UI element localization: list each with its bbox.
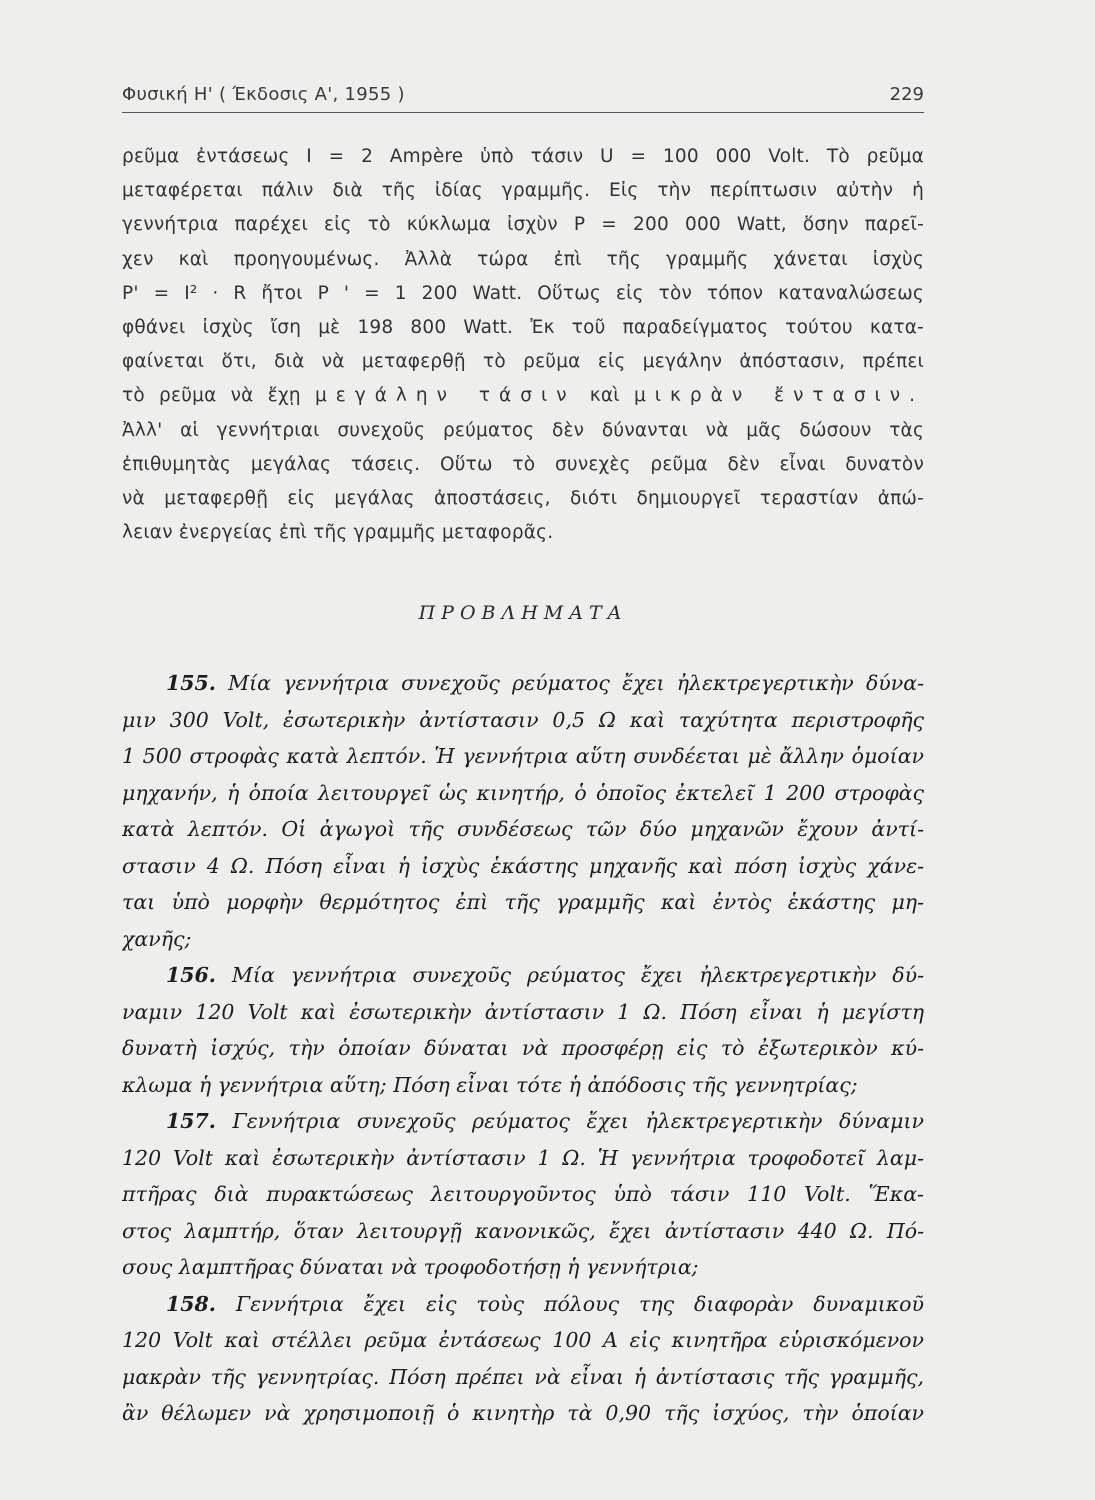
text-line: χανῆς; <box>122 926 192 951</box>
problem-number: 156. <box>166 963 216 987</box>
spaced-emphasis: μεγάλην τάσιν <box>315 385 576 407</box>
spaced-emphasis: μικρὰν ἔντασιν. <box>633 385 924 407</box>
text-line: κλωμα ἡ γεννήτρια αὕτη; Πόση εἶναι τότε ἡ ἀπόδοσις τῆς γεννητρίας; <box>122 1072 858 1097</box>
problem-first-line <box>122 1286 924 1323</box>
text-line-emphasis <box>122 379 924 413</box>
text-line: στασιν 4 Ω. Πόση εἶναι ἡ ἰσχὺς ἑκάστης μηχανῆς καὶ πόση ἰσχὺς χάνε- <box>122 853 924 878</box>
text-fragment: Γεννήτρια ἔχει εἰς τοὺς πόλους της διαφορὰν δυναμικοῦ <box>235 1291 924 1316</box>
intro-paragraph <box>122 140 924 550</box>
text-line: μιν 300 Volt, ἐσωτερικὴν ἀντίστασιν 0,5 Ω καὶ ταχύτητα περιστροφῆς <box>122 707 924 732</box>
problem-155 <box>122 665 924 957</box>
problem-number: 157. <box>166 1109 216 1133</box>
text-line: μεταφέρεται πάλιν διὰ τῆς ἰδίας γραμμῆς. Εἰς τὴν περίπτωσιν αὐτὴν ἡ <box>122 180 924 202</box>
problem-number: 155. <box>166 671 216 695</box>
running-header <box>122 82 924 113</box>
problem-number: 158. <box>166 1291 216 1316</box>
problem-157 <box>122 1103 924 1286</box>
problems-list <box>122 665 924 1432</box>
text-line: δυνατὴ ἰσχύς, τὴν ὁποίαν δύναται νὰ προσφέρῃ εἰς τὸ ἐξωτερικὸν κύ- <box>122 1036 924 1060</box>
text-line: γεννήτρια παρέχει εἰς τὸ κύκλωμα ἰσχὺν P = 200 000 Watt, ὅσην παρεῖ- <box>122 214 924 236</box>
text-line: στος λαμπτήρ, ὅταν λειτουργῇ κανονικῶς, ἔχει ἀντίστασιν 440 Ω. Πό- <box>122 1218 924 1243</box>
text-line: Ἀλλ' αἱ γεννήτριαι συνεχοῦς ρεύματος δὲν δύνανται νὰ μᾶς δώσουν τὰς <box>122 419 924 441</box>
text-line: ναμιν 120 Volt καὶ ἐσωτερικὴν ἀντίστασιν 1 Ω. Πόση εἶναι ἡ μεγίστη <box>122 999 924 1024</box>
text-line: ἐπιθυμητὰς μεγάλας τάσεις. Οὕτω τὸ συνεχὲς ρεῦμα δὲν εἶναι δυνατὸν <box>122 453 924 475</box>
text-line: χεν καὶ προηγουμένως. Ἀλλὰ τώρα ἐπὶ τῆς γραμμῆς χάνεται ἰσχὺς <box>122 248 924 270</box>
text-line: φθάνει ἰσχὺς ἴση μὲ 198 800 Watt. Ἐκ τοῦ παραδείγματος τούτου κατα- <box>122 316 924 338</box>
section-heading: ΠΡΟΒΛΗΜΑΤΑ <box>418 602 628 624</box>
text-line: ρεῦμα ἐντάσεως I = 2 Ampère ὑπὸ τάσιν U = 100 000 Volt. Τὸ ρεῦμα <box>122 146 924 167</box>
text-line: 120 Volt καὶ ἐσωτερικὴν ἀντίστασιν 1 Ω. Ἡ γεννήτρια τροφοδοτεῖ λαμ- <box>122 1145 924 1170</box>
problem-first-line <box>122 957 924 994</box>
text-line: νὰ μεταφερθῇ εἰς μεγάλας ἀποστάσεις, διότι δημιουργεῖ τεραστίαν ἀπώ- <box>122 487 924 509</box>
text-fragment: Γεννήτρια συνεχοῦς ρεύματος ἔχει ἠλεκτρεγερτικὴν δύναμιν <box>232 1109 924 1133</box>
text-line: σους λαμπτῆρας δύναται νὰ τροφοδοτήσῃ ἡ γεννήτρια; <box>122 1255 699 1279</box>
text-fragment: Μία γεννήτρια συνεχοῦς ρεύματος ἔχει ἠλεκτρεγερτικὴν δύ- <box>231 963 924 987</box>
problem-156 <box>122 957 924 1103</box>
text-line: πτῆρας διὰ πυρακτώσεως λειτουργοῦντος ὑπὸ τάσιν 110 Volt. Ἕκα- <box>122 1182 924 1206</box>
problem-first-line <box>122 665 924 702</box>
text-line: 1 500 στροφὰς κατὰ λεπτόν. Ἡ γεννήτρια αὕτη συνδέεται μὲ ἄλλην ὁμοίαν <box>122 744 924 768</box>
text-line: μηχανήν, ἡ ὁποία λειτουργεῖ ὡς κινητήρ, ὁ ὁποῖος ἐκτελεῖ 1 200 στροφὰς <box>122 780 924 805</box>
text-fragment: τὸ ρεῦμα νὰ ἔχῃ <box>122 385 301 407</box>
text-line: P' = I² · R ἤτοι P ' = 1 200 Watt. Οὕτως εἰς τὸν τόπον καταναλώσεως <box>122 282 924 304</box>
text-line: 120 Volt καὶ στέλλει ρεῦμα ἐντάσεως 100 A εἰς κινητῆρα εὑρισκόμενον <box>122 1328 924 1352</box>
text-line: ἂν θέλωμεν νὰ χρησιμοποιῇ ὁ κινητὴρ τὰ 0,90 τῆς ἰσχύος, τὴν ὁποίαν <box>122 1401 924 1425</box>
text-line: ται ὑπὸ μορφὴν θερμότητος ἐπὶ τῆς γραμμῆς καὶ ἐντὸς ἑκάστης μη- <box>122 890 924 914</box>
problem-first-line <box>122 1103 924 1140</box>
text-line: κατὰ λεπτόν. Οἱ ἀγωγοὶ τῆς συνδέσεως τῶν δύο μηχανῶν ἔχουν ἀντί- <box>122 817 924 841</box>
text-fragment: καὶ <box>589 385 620 407</box>
text-line: μακρὰν τῆς γεννητρίας. Πόση πρέπει νὰ εἶναι ἡ ἀντίστασις τῆς γραμμῆς, <box>122 1364 924 1389</box>
problem-158 <box>122 1286 924 1432</box>
text-fragment: Μία γεννήτρια συνεχοῦς ρεύματος ἔχει ἠλεκτρεγερτικὴν δύνα- <box>228 671 924 695</box>
running-header-title: Φυσική Η' ( Έκδοσις Α', 1955 ) <box>122 84 405 105</box>
page-number: 229 <box>889 84 924 105</box>
text-line: φαίνεται ὅτι, διὰ νὰ μεταφερθῇ τὸ ρεῦμα εἰς μεγάλην ἀπόστασιν, πρέπει <box>122 351 924 373</box>
text-line: λειαν ἐνεργείας ἐπὶ τῆς γραμμῆς μεταφορᾶς. <box>122 522 554 544</box>
